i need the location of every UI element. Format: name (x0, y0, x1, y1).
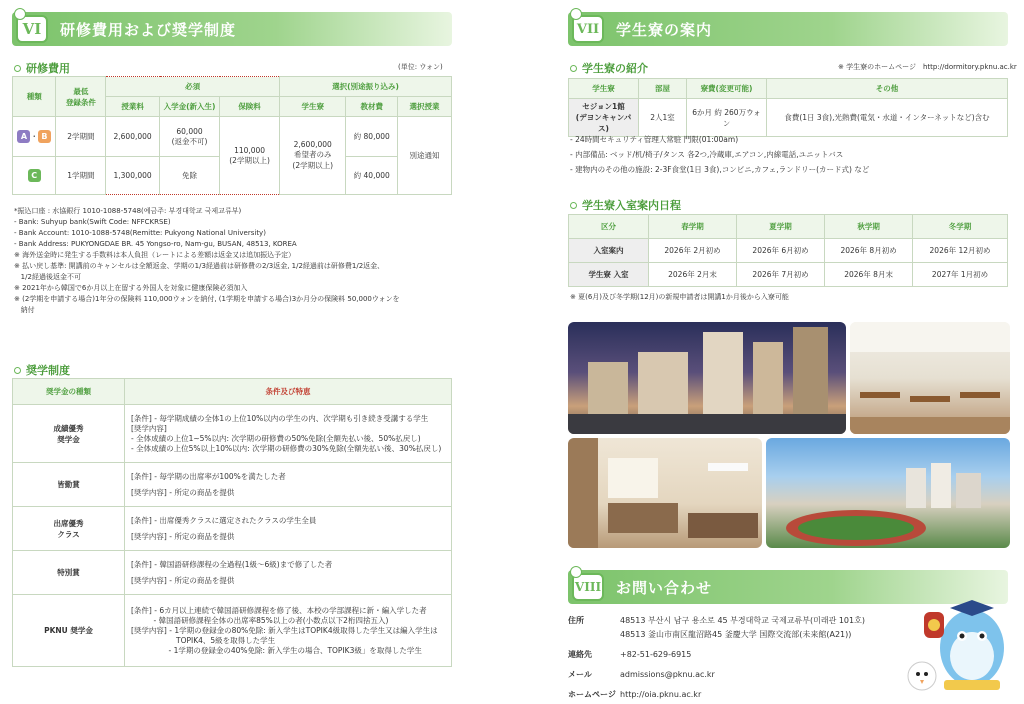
col-optional-class: 選択授業 (398, 97, 452, 117)
list-item: - 24時間セキュリティ管理人常駐 門限(01:00am) (570, 135, 739, 144)
homepage-label: ホームページ (568, 690, 616, 699)
circle-bullet-icon (14, 65, 21, 72)
col-required: 必須 (106, 77, 280, 97)
campus-aerial-photo (766, 438, 1010, 548)
col-autumn: 秋学期 (825, 215, 913, 239)
dorm-homepage-note: ※ 学生寮のホームページ http://dormitory.pknu.ac.kr (838, 63, 1017, 71)
col-room: 部屋 (639, 79, 687, 99)
homepage-link[interactable]: http://oia.pknu.ac.kr (620, 690, 702, 699)
table-row: 皆勤賞 [条件] - 毎学期の出席率が100%を満たした者 [奨学内容] - 所定の商品を提供 (13, 463, 452, 507)
fees-table (12, 76, 452, 195)
fees-heading: 研修費用 (14, 60, 70, 76)
section-number: VIII (572, 573, 604, 601)
dining-hall-photo (850, 322, 1010, 434)
address-ja: 48513 釜山市南区龍沼路45 釜慶大学 国際交流部(未来館(A21)) (620, 630, 852, 639)
schedule-table (568, 214, 1008, 287)
table-row: C 1学期間 1,300,000 免除 約 40,000 (13, 157, 452, 195)
check-icon (570, 8, 582, 20)
circle-bullet-icon (570, 65, 577, 72)
table-row: 入室案内 2026年 2月初め 2026年 6月初め 2026年 8月初め 2026年 12月初め (569, 239, 1008, 263)
col-tuition: 授業料 (106, 97, 160, 117)
scholarship-heading: 奨学制度 (14, 362, 70, 378)
col-category: 区分 (569, 215, 649, 239)
section-number-badge (568, 570, 608, 604)
level-badges (13, 157, 56, 195)
col-material: 教材費 (346, 97, 398, 117)
col-spring: 春学期 (649, 215, 737, 239)
col-scholarship-type: 奨学金の種類 (13, 379, 125, 405)
schedule-heading: 学生寮入室案内日程 (570, 197, 681, 213)
table-row: PKNU 奨学金 [条件] - 6カ月以上連続で韓国語研修課程を修了後、本校の学部課程に新・編入学した者 - 韓国語研修課程全体の出席率85%以上の者(小数点以下2桁四捨五入) [奨学内容] - 1学期の登録金の80%免除: 新入学生はTOPIK4級取得した学生又は編入学生は TOPIK4、5級を取得した学生 - 1学期の登録金の40%免除: 新入学生の場合、TOPIK3級」を取得した学生 (13, 595, 452, 667)
section-number: VII (572, 15, 604, 43)
col-other: その他 (767, 79, 1008, 99)
list-item: - 建物内のその他の施設: 2-3F食堂(1日 3食),コンビニ,カフェ,ランドリー(カード式) など (570, 165, 870, 174)
table-row: 特別賞 [条件] - 韓国語研修課程の全過程(1級～6級)まで修了した者 [奨学内容] - 所定の商品を提供 (13, 551, 452, 595)
section-number-badge (12, 12, 52, 46)
address-label: 住所 (568, 616, 584, 625)
dorm-room-photo (568, 438, 762, 548)
table-row: セジョン1館 (デヨンキャンパス) 2人1室 6か月 約 260万ウォン 食費(1日 3食),光熱費(電気・水道・インターネットなど)含む (569, 99, 1008, 137)
col-winter: 冬学期 (913, 215, 1008, 239)
col-dorm: 学生寮 (569, 79, 639, 99)
dorm-exterior-night-photo (568, 322, 846, 434)
level-b-badge: B (38, 130, 51, 143)
email-label: メール (568, 670, 592, 679)
mascot-illustration (904, 590, 1016, 700)
col-fee: 寮費(変更可能) (687, 79, 767, 99)
level-badges: A ・ B (13, 117, 56, 157)
section-header-6 (12, 12, 452, 46)
col-min: 最低 登録条件 (56, 77, 106, 117)
address-ko: 48513 부산시 남구 용소로 45 부경대학교 국제교류부(미래관 101호) (620, 616, 865, 625)
payment-notes: *振込口座 : 水協銀行 1010-1088-5748(예금주: 부경대학교 국제교류부) - Bank: Suhyup bank(Swift Code: NFFCKRSE) - Bank Account: 1010-1088-5748(Remitte: Pukyong National University) - Bank Address: PUKYONGDAE BR. 45 Yongso-ro, Nam-gu, BUSAN, 48513, KOREA ※ 海外送金時に発生する手数料は本人負担（レートによる差額は返金又は追加振込予定） ※ 払い戻し基準: 開講前のキャンセルは全額返金、学期の1/3経過前は研修費の2/3返金, 1/2経過前は研修費1/2返金、 1/2経過後返金不可 ※ 2021年から韓国で6か月以上在留する外国人を対象に健康保険必須加入 ※ (2学期を申請する場合)1年分の保険料 110,000ウォンを納付, (1学期を申請する場合)3か月分の保険料 50,000ウォンを 納付 (14, 207, 400, 314)
col-summer: 夏学期 (737, 215, 825, 239)
circle-bullet-icon (570, 202, 577, 209)
schedule-note: ※ 夏(6月)及び冬学期(12月)の新規申請者は開講1か月後から入寮可能 (570, 293, 789, 301)
table-row: 出席優秀 クラス [条件] - 出席優秀クラスに選定されたクラスの学生全員 [奨学内容] - 所定の商品を提供 (13, 507, 452, 551)
section-title: 研修費用および奨学制度 (60, 20, 237, 39)
phone-label: 連絡先 (568, 650, 592, 659)
table-row: A ・ B 2学期間 2,600,000 60,000 (返金不可) 110,000 (2学期以上) 2,600,000 希望者のみ (2学期以上) 約 80,000 別途通知 (13, 117, 452, 157)
unit-note: (単位: ウォン) (398, 63, 443, 71)
section-number: VI (16, 15, 48, 43)
section-header-7 (568, 12, 1008, 46)
dorm-intro-heading: 学生寮の紹介 (570, 60, 648, 76)
phone-value: +82-51-629-6915 (620, 650, 692, 659)
col-conditions: 条件及び特恵 (125, 379, 452, 405)
section-title: お問い合わせ (616, 578, 713, 597)
check-icon (14, 8, 26, 20)
col-optional: 選択(別途振り込み) (280, 77, 452, 97)
table-row: 学生寮 入室 2026年 2月末 2026年 7月初め 2026年 8月末 2027年 1月初め (569, 263, 1008, 287)
section-number-badge (568, 12, 608, 46)
dorm-intro-table (568, 78, 1008, 137)
email-link[interactable]: admissions@pknu.ac.kr (620, 670, 715, 679)
col-entry: 入学金(新入生) (160, 97, 220, 117)
scholarship-table (12, 378, 452, 667)
contact-info (568, 614, 908, 702)
level-a-badge: A (17, 130, 30, 143)
col-dorm: 学生寮 (280, 97, 346, 117)
circle-bullet-icon (14, 367, 21, 374)
list-item: - 内部備品: ベッド/机/椅子/タンス 各2つ,冷蔵庫,エアコン,内線電話,ユニットバス (570, 150, 844, 159)
right-page (512, 0, 1024, 704)
col-insurance: 保険料 (220, 97, 280, 117)
table-row: 成績優秀 奨学金 [条件] - 毎学期成績の全体1の上位10%以内の学生の内、次学期も引き続き受講する学生 [奨学内容] - 全体成績の上位1~5%以内: 次学期の研修費の50%免除(全額先払い後、50%払戻し) - 全体成績の上位5%以上10%以内: 次学期の研修費の30%免除(全額先払い後、30%払戻し) (13, 405, 452, 463)
section-title: 学生寮の案内 (616, 20, 713, 39)
dorm-features-list (570, 132, 1010, 177)
check-icon (570, 566, 582, 578)
level-c-badge: C (28, 169, 41, 182)
col-type: 種類 (13, 77, 56, 117)
